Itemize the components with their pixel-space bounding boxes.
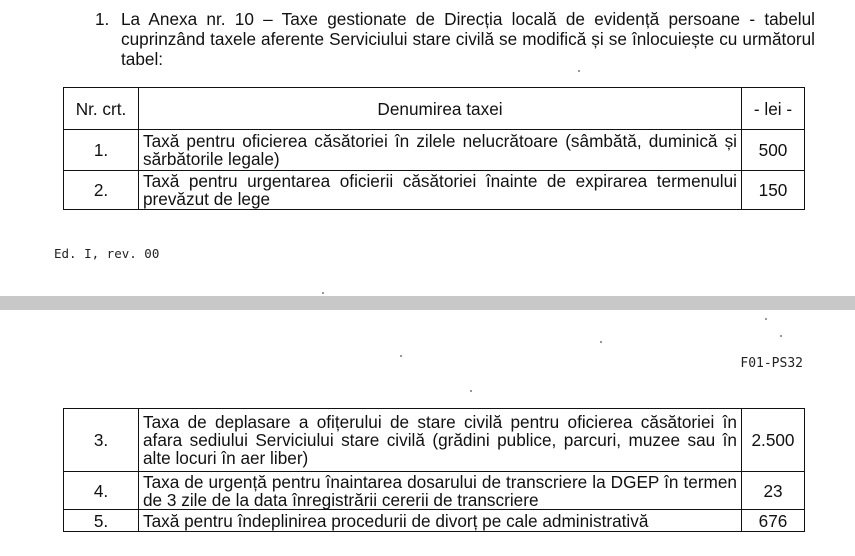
row-value: 2.500: [742, 409, 805, 472]
scan-speck: [400, 355, 402, 357]
row-number: 4.: [64, 472, 139, 510]
row-value: 676: [742, 510, 805, 532]
intro-paragraph: [95, 9, 815, 69]
row-name: Taxa de urgență pentru înaintarea dosarului de transcriere la DGEP în termen de 3 zile de la data înregistrării cererii de transcriere: [139, 472, 742, 510]
row-number: 1.: [64, 130, 139, 171]
scan-speck: [765, 318, 767, 320]
scan-speck: [578, 70, 580, 72]
tax-table-part-1: [63, 87, 805, 210]
intro-number: 1.: [95, 9, 110, 29]
scan-speck: [780, 335, 782, 337]
row-value: 500: [742, 130, 805, 171]
scan-speck: [470, 390, 472, 392]
table-row: [64, 472, 805, 510]
tax-table-part-2: [63, 408, 805, 532]
row-name: Taxa de deplasare a ofițerului de stare civilă pentru oficierea căsătoriei în afara sediului Serviciului stare civilă (grădini publice, parcuri, muzee sau în alte locuri în aer liber): [139, 409, 742, 472]
row-value: 23: [742, 472, 805, 510]
page-break-divider: [0, 296, 855, 310]
row-name: Taxă pentru îndeplinirea procedurii de divorț pe cale administrativă: [139, 510, 742, 532]
row-number: 2.: [64, 171, 139, 210]
row-value: 150: [742, 171, 805, 210]
table-row: [64, 409, 805, 472]
header-nr-crt: Nr. crt.: [64, 88, 139, 130]
table-row: [64, 510, 805, 532]
intro-text: La Anexa nr. 10 – Taxe gestionate de Direcția locală de evidență persoane - tabelul cuprinzând taxele aferente Serviciului stare civilă se modifică și se înlocuiește cu următorul tabel:: [121, 9, 815, 69]
scan-speck: [600, 341, 602, 343]
table-row: [64, 130, 805, 171]
row-number: 3.: [64, 409, 139, 472]
edition-footer: Ed. I, rev. 00: [54, 246, 160, 261]
row-name: Taxă pentru oficierea căsătoriei în zilele nelucrătoare (sâmbătă, duminică și sărbătorile legale): [139, 130, 742, 171]
document-code: F01-PS32: [740, 356, 803, 371]
header-denumire: Denumirea taxei: [139, 88, 742, 130]
row-number: 5.: [64, 510, 139, 532]
table-header-row: [64, 88, 805, 130]
scan-speck: [322, 292, 324, 294]
row-name: Taxă pentru urgentarea oficierii căsătoriei înainte de expirarea termenului prevăzut de lege: [139, 171, 742, 210]
table-row: [64, 171, 805, 210]
header-lei: - lei -: [742, 88, 805, 130]
